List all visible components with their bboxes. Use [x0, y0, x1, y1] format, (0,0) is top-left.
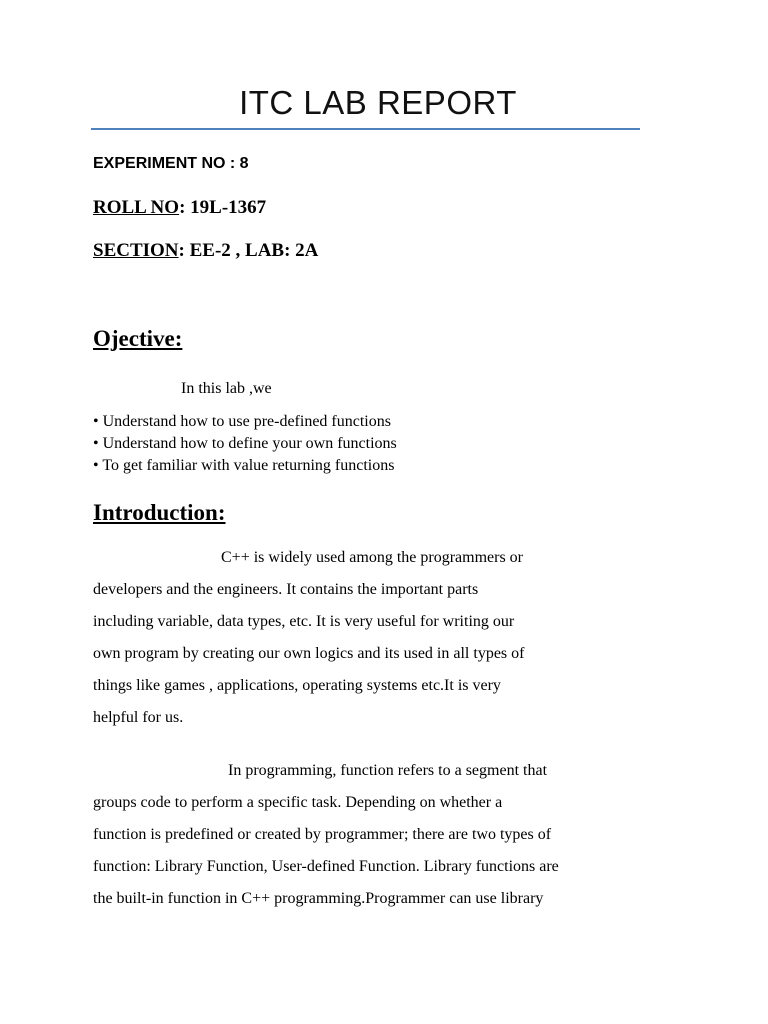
paragraph-line: C++ is widely used among the programmers or — [221, 549, 523, 566]
paragraph-line: helpful for us. — [93, 709, 184, 726]
objective-lead: In this lab ,we — [181, 380, 272, 397]
paragraph-line: including variable, data types, etc. It is very useful for writing our — [93, 613, 515, 630]
paragraph-line: the built-in function in C++ programming.Programmer can use library — [93, 890, 544, 907]
introduction-paragraph-2 — [93, 755, 693, 915]
roll-number-line — [93, 197, 266, 219]
section-value: : EE-2 , LAB: 2A — [178, 240, 319, 261]
list-item: • Understand how to define your own functions — [93, 435, 397, 452]
roll-label: ROLL NO — [93, 197, 180, 218]
introduction-paragraph-1 — [93, 542, 693, 734]
paragraph-line: own program by creating our own logics and its used in all types of — [93, 645, 525, 662]
list-item: • Understand how to use pre-defined functions — [93, 413, 391, 430]
objective-heading: Ojective: — [93, 326, 183, 351]
paragraph-line: In programming, function refers to a segment that — [228, 762, 548, 779]
paragraph-line: function is predefined or created by programmer; there are two types of — [93, 826, 552, 843]
experiment-number: EXPERIMENT NO : 8 — [93, 155, 249, 172]
paragraph-line: things like games , applications, operating systems etc.It is very — [93, 677, 501, 694]
objective-list — [93, 411, 397, 477]
paragraph-line: function: Library Function, User-defined Function. Library functions are — [93, 858, 559, 875]
list-item: • To get familiar with value returning functions — [93, 457, 395, 474]
title-underline-rule — [91, 128, 640, 130]
section-line — [93, 240, 318, 262]
introduction-heading: Introduction: — [93, 500, 226, 525]
paragraph-line: groups code to perform a specific task. Depending on whether a — [93, 794, 503, 811]
roll-value: : 19L-1367 — [179, 197, 267, 218]
paragraph-line: developers and the engineers. It contains the important parts — [93, 581, 479, 598]
section-label: SECTION — [93, 240, 179, 261]
report-title: ITC LAB REPORT — [239, 84, 517, 121]
